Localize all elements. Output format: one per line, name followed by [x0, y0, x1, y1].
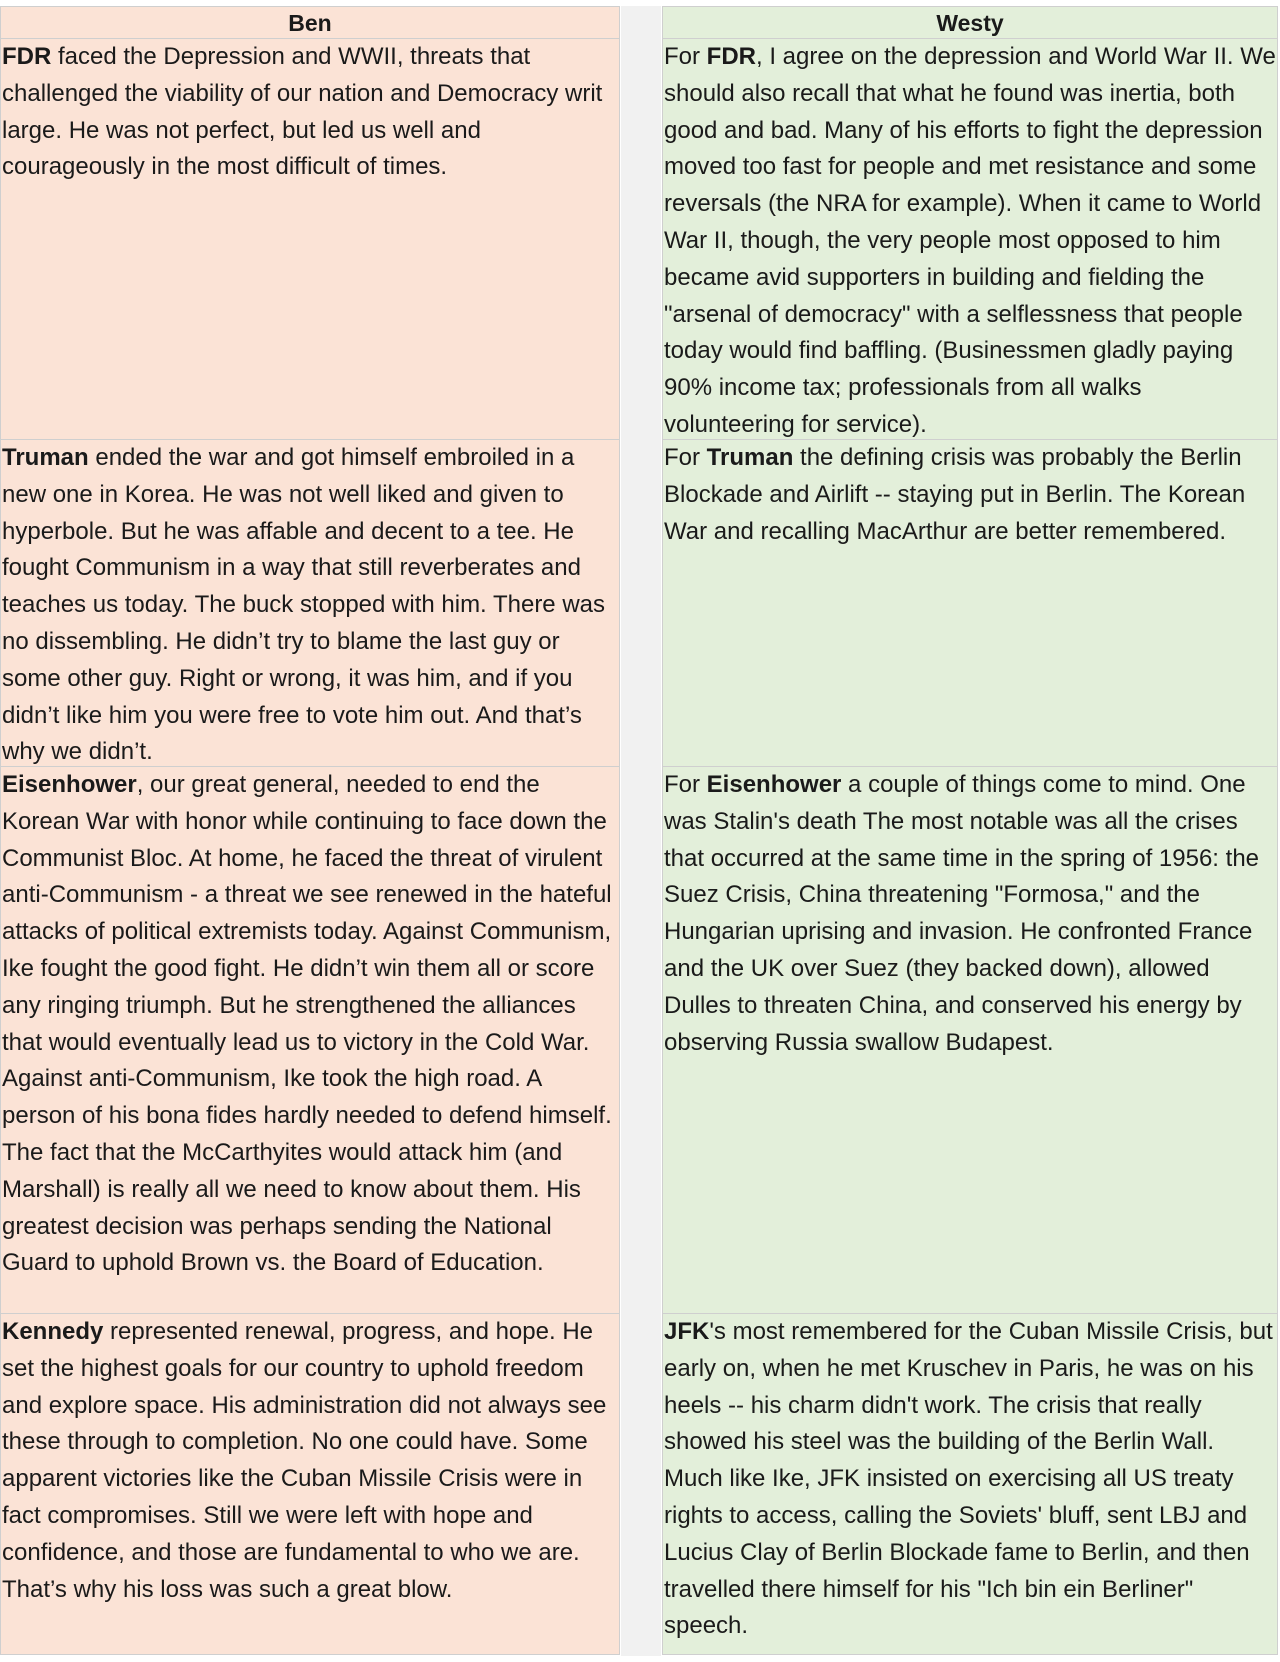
cell-text: [664, 39, 1277, 440]
westy-cell-jfk[interactable]: [662, 1314, 1278, 1655]
president-name: Kennedy: [2, 1318, 104, 1345]
comment-text: a couple of things come to mind. One was Stalin's death The most notable was all the crises that occurred at the same time in the spring of 1956: the Suez Crisis, China threatening "Formosa," and the Hungarian uprising and invasion. He confronted France and the UK over Suez (they backed down), allowed Dulles to threaten China, and conserved his energy by observing Russia swallow Budapest.: [664, 771, 1260, 1056]
ben-header[interactable]: Ben: [0, 6, 620, 39]
president-name: Eisenhower: [2, 771, 137, 798]
comment-text: ended the war and got himself embroiled in a new one in Korea. He was not well liked and given to hyperbole. But he was affable and decent to a tee. He fought Communism in a way that still reverberates and teaches us today. The buck stopped with him. There was no dissembling. He didn’t try to blame the last guy or some other guy. Right or wrong, it was him, and if you didn’t like him you were free to vote him out. And that’s why we didn’t.: [2, 444, 605, 766]
president-name: FDR: [2, 43, 52, 70]
westy-cell-eisenhower[interactable]: [662, 767, 1278, 1314]
president-name: JFK: [664, 1318, 710, 1345]
cell-text: [2, 1314, 619, 1608]
comment-prefix: For: [664, 444, 707, 471]
ben-cell-fdr[interactable]: [0, 39, 620, 440]
westy-column: [662, 6, 1278, 1655]
comment-prefix: For: [664, 43, 707, 70]
comment-text: represented renewal, progress, and hope. He set the highest goals for our country to uphold freedom and explore space. His administration did not always see these through to completion. No one could have. Some apparent victories like the Cuban Missile Crisis were in fact compromises. Still we were left with hope and confidence, and those are fundamental to who we are. That’s why his loss was such a great blow.: [2, 1318, 607, 1603]
ben-cell-kennedy[interactable]: [0, 1314, 620, 1655]
cell-text: [664, 767, 1277, 1061]
westy-cell-truman[interactable]: [662, 440, 1278, 767]
president-name: FDR: [706, 43, 756, 70]
comment-text: 's most remembered for the Cuban Missile Crisis, but early on, when he met Kruschev in Paris, he was on his heels -- his charm didn't work. The crisis that really showed his steel was the building of the Berlin Wall. Much like Ike, JFK insisted on exercising all US treaty rights to access, calling the Soviets' bluff, sent LBJ and Lucius Clay of Berlin Blockade fame to Berlin, and then travelled there himself for his "Ich bin ein Berliner" speech.: [664, 1318, 1273, 1640]
cell-text: [664, 1314, 1277, 1645]
westy-cell-fdr[interactable]: [662, 39, 1278, 440]
cell-text: [2, 39, 619, 186]
president-name: Eisenhower: [706, 771, 842, 798]
spacer-column: [621, 6, 661, 1656]
ben-column: [0, 6, 620, 1655]
cell-text: [2, 440, 619, 767]
comment-prefix: For: [664, 771, 707, 798]
ben-cell-truman[interactable]: [0, 440, 620, 767]
comment-text: faced the Depression and WWII, threats that challenged the viability of our nation and Democracy writ large. He was not perfect, but led us well and courageously in the most difficult of times.: [2, 43, 603, 181]
westy-header[interactable]: Westy: [662, 6, 1278, 39]
cell-text: [664, 440, 1277, 550]
cell-text: [2, 767, 619, 1282]
comment-text: , I agree on the depression and World War II. We should also recall that what he found was inertia, both good and bad. Many of his efforts to fight the depression moved too fast for people and met resistance and some reversals (the NRA for example). When it came to World War II, though, the very people most opposed to him became avid supporters in building and fielding the "arsenal of democracy" with a selflessness that people today would find baffling. (Businessmen gladly paying 90% income tax; professionals from all walks volunteering for service).: [664, 43, 1276, 438]
president-name: Truman: [706, 444, 794, 471]
president-name: Truman: [2, 444, 89, 471]
comment-text: , our great general, needed to end the Korean War with honor while continuing to face down the Communist Bloc. At home, he faced the threat of virulent anti-Communism - a threat we see renewed in the hateful attacks of political extremists today. Against Communism, Ike fought the good fight. He didn’t win them all or score any ringing triumph. But he strengthened the alliances that would eventually lead us to victory in the Cold War. Against anti-Communism, Ike took the high road. A person of his bona fides hardly needed to defend himself. The fact that the McCarthyites would attack him (and Marshall) is really all we need to know about them. His greatest decision was perhaps sending the National Guard to uphold Brown vs. the Board of Education.: [2, 771, 612, 1277]
comment-text: the defining crisis was probably the Berlin Blockade and Airlift -- staying put in Berlin. The Korean War and recalling MacArthur are better remembered.: [664, 444, 1246, 545]
ben-cell-eisenhower[interactable]: [0, 767, 620, 1314]
